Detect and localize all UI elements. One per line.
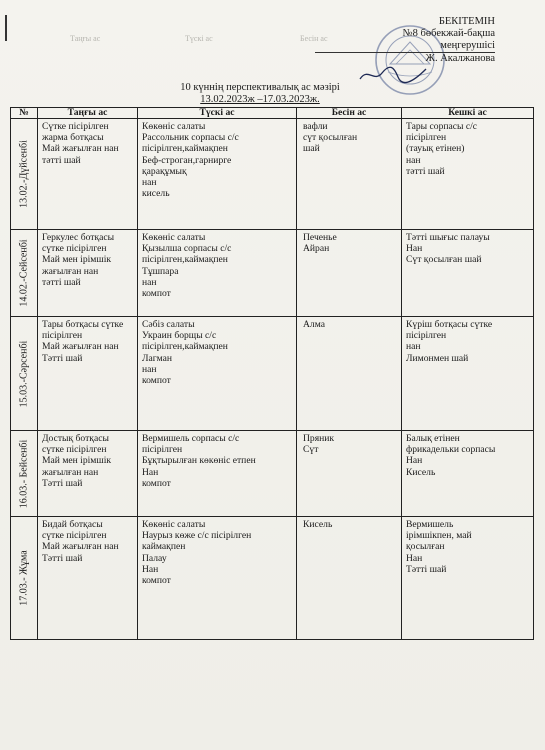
lunch-item: қарақұмық	[142, 165, 187, 177]
dinner-item: фрикадельки сорпасы	[406, 444, 496, 456]
page-edge-mark	[5, 15, 10, 41]
lunch-item: Нан	[142, 563, 159, 575]
lunch-item: Наурыз көже с/с пісірілген	[142, 530, 252, 542]
approval-name: Ж. Акалжанова	[315, 52, 495, 65]
column-header-breakfast: Таңғы ас	[38, 108, 138, 119]
lunch-item: пісірілген,каймақпен	[142, 341, 228, 353]
dinner-item: қосылған	[406, 541, 445, 553]
lunch-item: Көкөніс салаты	[142, 519, 206, 530]
title-dates: 13.02.2023ж –17.03.2023ж.	[200, 94, 320, 105]
lunch-cell	[138, 317, 297, 431]
lunch-item: Рассольник сорпасы с/с	[142, 132, 239, 144]
lunch-item: компот	[142, 375, 171, 387]
approval-heading: БЕКІТЕМІН	[438, 16, 495, 27]
breakfast-cell	[38, 119, 138, 230]
bleed-through-text: Таңғы ас	[70, 34, 101, 43]
day-cell	[11, 230, 38, 317]
breakfast-item: Бидай ботқасы	[42, 519, 103, 530]
lunch-cell	[138, 230, 297, 317]
breakfast-item: Достық ботқасы	[42, 433, 109, 444]
lunch-item: Көкөніс салаты	[142, 121, 206, 132]
day-label: 14.02.-Сейсенбі	[18, 239, 30, 307]
dinner-item: Лимонмен шай	[406, 352, 469, 364]
title-text: 10 күннің перспективалық ас мәзірі	[180, 82, 340, 93]
dinner-item: Балық етінен	[406, 433, 460, 444]
breakfast-item: Геркулес ботқасы	[42, 232, 115, 243]
breakfast-item: сүтке пісірілген	[42, 530, 107, 542]
snack-item: сүт қосылған	[303, 132, 358, 144]
lunch-item: пісірілген,каймақпен	[142, 254, 228, 266]
breakfast-cell	[38, 431, 138, 517]
dinner-item: Күріш ботқасы сүтке	[406, 319, 493, 330]
lunch-item: Сәбіз салаты	[142, 319, 195, 330]
lunch-cell	[138, 119, 297, 230]
table-row	[11, 431, 534, 517]
snack-item: вафли	[303, 121, 328, 132]
dinner-item: пісірілген	[406, 132, 447, 144]
breakfast-item: Тәтті шай	[42, 352, 83, 364]
dinner-item: ірімшікпен, май	[406, 530, 472, 542]
lunch-item: Бұқтырылған көкөніс етпен	[142, 455, 256, 467]
dinner-item: Нан	[406, 243, 423, 255]
breakfast-item: Май мен ірімшік	[42, 254, 112, 266]
dinner-item: Нан	[406, 552, 423, 564]
snack-cell	[297, 431, 402, 517]
column-header-number: №	[11, 108, 38, 119]
table-row	[11, 317, 534, 431]
dinner-cell	[402, 317, 534, 431]
lunch-item: компот	[142, 288, 171, 300]
breakfast-item: сүтке пісірілген	[42, 444, 107, 456]
dinner-cell	[402, 517, 534, 640]
day-cell	[11, 431, 38, 517]
snack-cell	[297, 230, 402, 317]
breakfast-item: Тәтті шай	[42, 477, 83, 489]
lunch-item: Көкөніс салаты	[142, 232, 206, 243]
breakfast-item: Сүтке пісірілген	[42, 121, 109, 132]
breakfast-cell	[38, 317, 138, 431]
lunch-item: Украин борщы с/с	[142, 330, 217, 342]
snack-item: Пряник	[303, 433, 335, 444]
dinner-item: Нан	[406, 455, 423, 467]
approval-block	[315, 16, 495, 65]
snack-item: шай	[303, 143, 320, 155]
lunch-item: нан	[142, 363, 157, 375]
breakfast-item: жағылған нан	[42, 466, 99, 478]
snack-item: Алма	[303, 319, 325, 330]
dinner-item: (тауық етінен)	[406, 143, 465, 155]
dinner-item: нан	[406, 341, 421, 353]
dinner-cell	[402, 431, 534, 517]
lunch-item: нан	[142, 276, 157, 288]
day-label: 16.03.- Бейсенбі	[18, 439, 30, 508]
lunch-item: пісірілген	[142, 444, 183, 456]
snack-item: Сүт	[303, 444, 319, 456]
lunch-item: Қызылша сорпасы с/с	[142, 243, 232, 255]
lunch-item: нан	[142, 177, 157, 189]
breakfast-item: Тәтті шай	[42, 552, 83, 564]
breakfast-item: жағылған нан	[42, 265, 99, 277]
snack-item: Печенье	[303, 232, 337, 243]
breakfast-item: тәтті шай	[42, 154, 81, 166]
day-cell	[11, 119, 38, 230]
dinner-item: Кисель	[406, 466, 436, 478]
breakfast-item: Май жағылған нан	[42, 341, 119, 353]
lunch-item: Тұшпара	[142, 265, 179, 277]
day-label: 15.03.-Сәрсенбі	[18, 340, 30, 407]
lunch-item: каймақпен	[142, 541, 186, 553]
breakfast-cell	[38, 517, 138, 640]
dinner-item: Тәтті шай	[406, 563, 447, 575]
column-header-dinner: Кешкі ас	[402, 108, 534, 119]
dinner-item: Вермишель	[406, 519, 454, 530]
breakfast-item: Май мен ірімшік	[42, 455, 112, 467]
breakfast-item: тәтті шай	[42, 276, 81, 288]
bleed-through-text: Түскі ас	[185, 34, 213, 43]
breakfast-item: сүтке пісірілген	[42, 243, 107, 255]
dinner-item: нан	[406, 154, 421, 166]
lunch-item: пісірілген,каймақпен	[142, 143, 228, 155]
approval-position: меңгерушісі	[440, 40, 495, 51]
document-title	[150, 82, 370, 106]
snack-item: Айран	[303, 243, 330, 255]
dinner-cell	[402, 119, 534, 230]
dinner-cell	[402, 230, 534, 317]
snack-cell	[297, 119, 402, 230]
lunch-item: компот	[142, 477, 171, 489]
menu-table	[10, 107, 534, 640]
lunch-item: Нан	[142, 466, 159, 478]
lunch-item: Вермишель сорпасы с/с	[142, 433, 240, 444]
dinner-item: Тәтті шығыс палауы	[406, 232, 490, 243]
lunch-item: кисель	[142, 188, 170, 200]
snack-item: Кисель	[303, 519, 333, 530]
breakfast-cell	[38, 230, 138, 317]
day-label: 13.02.-Дүйсенбі	[18, 140, 30, 208]
table-row	[11, 517, 534, 640]
lunch-cell	[138, 431, 297, 517]
day-cell	[11, 517, 38, 640]
dinner-item: Сүт қосылған шай	[406, 254, 482, 266]
dinner-item: пісірілген	[406, 330, 447, 342]
lunch-item: Лагман	[142, 352, 172, 364]
snack-cell	[297, 317, 402, 431]
day-label: 17.03.- Жұма	[18, 550, 30, 606]
breakfast-item: пісірілген	[42, 330, 83, 342]
breakfast-item: Тары ботқасы сүтке	[42, 319, 124, 330]
lunch-item: компот	[142, 575, 171, 587]
breakfast-item: жарма ботқасы	[42, 132, 104, 144]
lunch-cell	[138, 517, 297, 640]
bleed-through-text: Бесін ас	[300, 34, 328, 43]
table-header-row	[11, 108, 534, 119]
lunch-item: Палау	[142, 552, 167, 564]
column-header-lunch: Түскі ас	[138, 108, 297, 119]
column-header-snack: Бесін ас	[297, 108, 402, 119]
dinner-item: Тары сорпасы с/с	[406, 121, 478, 132]
dinner-item: тәтті шай	[406, 165, 445, 177]
table-row	[11, 119, 534, 230]
approval-institution: №8 бөбекжай-бақша	[402, 28, 495, 39]
breakfast-item: Май жағылған нан	[42, 143, 119, 155]
day-cell	[11, 317, 38, 431]
breakfast-item: Май жағылған нан	[42, 541, 119, 553]
snack-cell	[297, 517, 402, 640]
lunch-item: Беф-строган,гарнирге	[142, 154, 232, 166]
table-row	[11, 230, 534, 317]
